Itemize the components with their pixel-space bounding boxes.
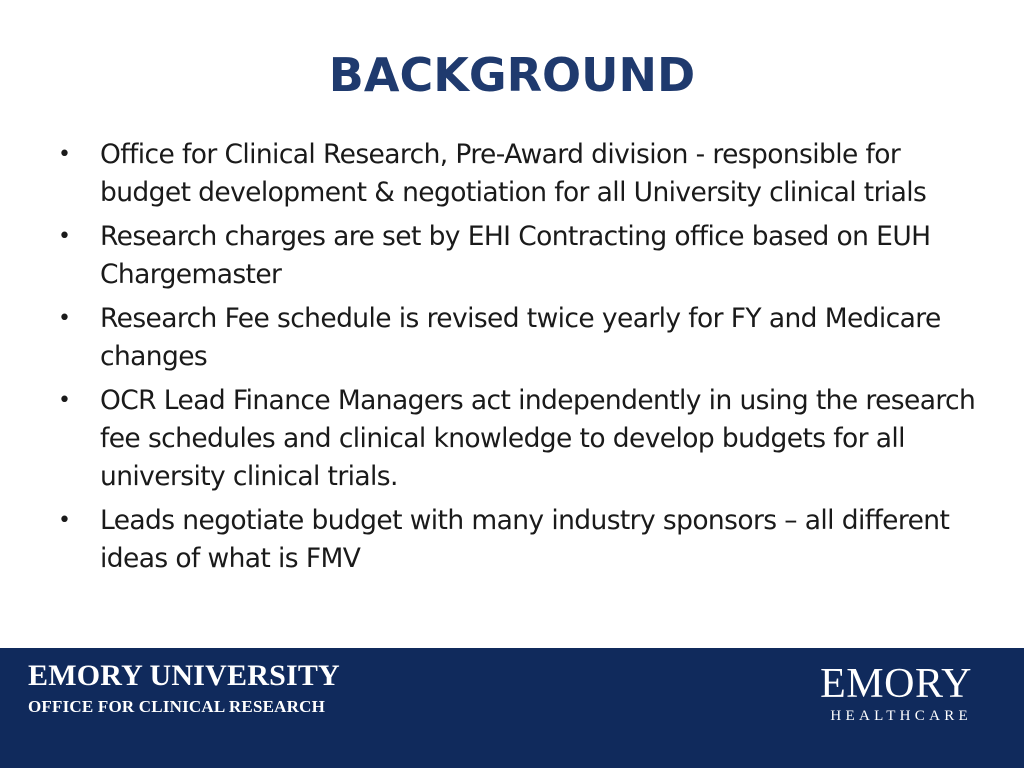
footer-org-unit: OFFICE FOR CLINICAL RESEARCH xyxy=(28,697,325,716)
logo-subtitle: HEALTHCARE xyxy=(830,708,972,724)
bullet-item xyxy=(58,300,978,376)
bullet-item xyxy=(58,382,978,496)
bullet-dot-icon: • xyxy=(58,388,71,413)
bullet-dot-icon: • xyxy=(58,306,71,331)
bullet-dot-icon: • xyxy=(58,142,71,167)
bullet-item xyxy=(58,502,978,578)
bullet-text: Research charges are set by EHI Contracting office based on EUH Chargemaster xyxy=(100,221,931,290)
bullet-text: Research Fee schedule is revised twice yearly for FY and Medicare changes xyxy=(100,303,941,372)
logo-wordmark: EMORY xyxy=(820,661,972,707)
bullet-text: Leads negotiate budget with many industry sponsors – all different ideas of what is FMV xyxy=(100,505,950,574)
footer-bar xyxy=(0,648,1024,768)
bullet-item xyxy=(58,218,978,294)
bullet-dot-icon: • xyxy=(58,224,71,249)
slide-title: BACKGROUND xyxy=(328,48,696,102)
bullet-item xyxy=(58,136,978,212)
footer-org-name: EMORY UNIVERSITY xyxy=(28,659,340,692)
emory-healthcare-logo xyxy=(802,662,972,728)
bullet-text: Office for Clinical Research, Pre-Award division - responsible for budget development & negotiation for all University clinical trials xyxy=(100,139,927,208)
bullet-dot-icon: • xyxy=(58,508,71,533)
bullet-list xyxy=(58,136,978,584)
bullet-text: OCR Lead Finance Managers act independently in using the research fee schedules and clinical knowledge to develop budgets for all university clinical trials. xyxy=(100,385,976,492)
